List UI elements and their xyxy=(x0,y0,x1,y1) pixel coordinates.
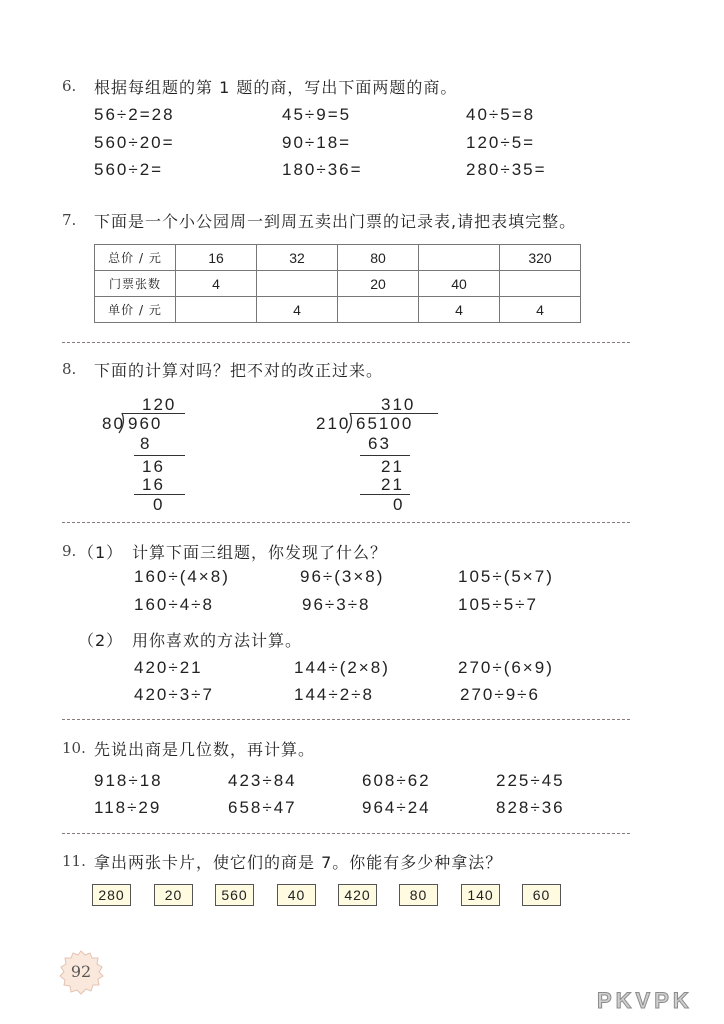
q6-expression: 560÷20= xyxy=(94,133,175,152)
division2-step: 63 xyxy=(368,434,391,453)
q10-expression: 658÷47 xyxy=(228,798,297,817)
table-cell-blank xyxy=(419,245,500,271)
division1-rule xyxy=(134,455,185,456)
division1-dividend: 960 xyxy=(128,414,163,433)
division1-step: 8 xyxy=(140,434,152,453)
table-cell: 320 xyxy=(500,245,581,271)
table-cell-blank xyxy=(500,271,581,297)
q9-expression: 160÷4÷8 xyxy=(134,595,214,614)
table-cell: 32 xyxy=(257,245,338,271)
number-card: 140 xyxy=(461,884,500,906)
table-cell: 16 xyxy=(176,245,257,271)
q11-number: 11. xyxy=(62,852,86,870)
number-card: 80 xyxy=(399,884,438,906)
q9-expression: 270÷(6×9) xyxy=(458,658,554,677)
q10-expression: 918÷18 xyxy=(94,771,163,790)
division2-dividend: 65100 xyxy=(356,414,414,433)
q9-part2-label: （2） xyxy=(78,631,124,650)
q11-instruction: 拿出两张卡片，使它们的商是 7。你能有多少种拿法？ xyxy=(94,853,503,872)
table-cell: 20 xyxy=(338,271,419,297)
q9-expression: 420÷3÷7 xyxy=(134,685,214,704)
q6-instruction: 根据每组题的第 1 题的商，写出下面两题的商。 xyxy=(94,78,458,97)
q9-expression: 144÷2÷8 xyxy=(294,685,374,704)
q10-expression: 608÷62 xyxy=(362,771,431,790)
division2-step: 21 xyxy=(381,457,404,476)
division1-divisor: 80 xyxy=(102,414,125,433)
table-cell-blank xyxy=(338,297,419,323)
q7-number: 7. xyxy=(62,211,77,229)
q9-part1-instruction: 计算下面三组题，你发现了什么？ xyxy=(132,543,388,562)
table-cell: 80 xyxy=(338,245,419,271)
q7-instruction: 下面是一个小公园周一到周五卖出门票的记录表,请把表填完整。 xyxy=(94,212,577,231)
table-cell: 4 xyxy=(257,297,338,323)
number-card: 20 xyxy=(154,884,193,906)
table-cell-blank xyxy=(176,297,257,323)
q9-expression: 105÷5÷7 xyxy=(458,595,538,614)
section-divider xyxy=(62,522,630,523)
division1-remainder: 0 xyxy=(153,495,165,514)
q6-expression: 120÷5= xyxy=(466,133,536,152)
q9-expression: 105÷(5×7) xyxy=(458,567,554,586)
section-divider xyxy=(62,833,630,834)
row-header-total-price: 总价 / 元 xyxy=(95,245,176,271)
page-number: 92 xyxy=(70,962,92,981)
q6-expression: 45÷9=5 xyxy=(282,105,352,124)
q9-expression: 270÷9÷6 xyxy=(460,685,540,704)
q6-expression: 90÷18= xyxy=(282,133,352,152)
number-card: 60 xyxy=(522,884,561,906)
table-cell: 40 xyxy=(419,271,500,297)
q9-expression: 96÷(3×8) xyxy=(300,567,385,586)
q10-expression: 225÷45 xyxy=(496,771,565,790)
division2-step: 21 xyxy=(381,475,404,494)
q6-number: 6. xyxy=(62,77,77,95)
q6-expression: 40÷5=8 xyxy=(466,105,536,124)
table-row xyxy=(95,245,581,271)
q10-expression: 828÷36 xyxy=(496,798,565,817)
row-header-unit-price: 单价 / 元 xyxy=(95,297,176,323)
q9-part1-label: （1） xyxy=(78,543,124,562)
q9-part2-instruction: 用你喜欢的方法计算。 xyxy=(132,631,303,650)
table-cell: 4 xyxy=(500,297,581,323)
q6-expression: 280÷35= xyxy=(466,160,547,179)
q8-instruction: 下面的计算对吗？把不对的改正过来。 xyxy=(94,361,384,380)
row-header-ticket-count: 门票张数 xyxy=(95,271,176,297)
q6-expression: 560÷2= xyxy=(94,160,164,179)
q9-expression: 420÷21 xyxy=(134,658,203,677)
division1-step: 16 xyxy=(142,475,165,494)
q9-expression: 144÷(2×8) xyxy=(294,658,390,677)
q6-expression: 56÷2=28 xyxy=(94,105,175,124)
division2-rule xyxy=(360,455,410,456)
number-card: 40 xyxy=(277,884,316,906)
section-divider xyxy=(62,342,630,343)
watermark: PKVPK xyxy=(597,988,693,1013)
table-cell: 4 xyxy=(419,297,500,323)
division2-remainder: 0 xyxy=(393,495,405,514)
q10-number: 10. xyxy=(62,739,86,757)
q9-expression: 160÷(4×8) xyxy=(134,567,230,586)
q9-expression: 96÷3÷8 xyxy=(302,595,371,614)
division2-quotient: 310 xyxy=(381,395,416,414)
division1-quotient: 120 xyxy=(142,395,177,414)
table-cell: 4 xyxy=(176,271,257,297)
number-card: 560 xyxy=(215,884,254,906)
q6-expression: 180÷36= xyxy=(282,160,363,179)
number-card: 420 xyxy=(338,884,377,906)
q10-instruction: 先说出商是几位数，再计算。 xyxy=(94,740,316,759)
division1-step: 16 xyxy=(142,457,165,476)
q10-expression: 423÷84 xyxy=(228,771,297,790)
ticket-record-table xyxy=(94,244,581,323)
table-row xyxy=(95,297,581,323)
number-card: 280 xyxy=(92,884,131,906)
table-cell-blank xyxy=(257,271,338,297)
q10-expression: 118÷29 xyxy=(94,798,162,817)
q8-number: 8. xyxy=(62,360,77,378)
q9-number: 9. xyxy=(62,542,77,560)
division2-divisor: 210 xyxy=(316,414,351,433)
q10-expression: 964÷24 xyxy=(362,798,431,817)
section-divider xyxy=(62,719,630,720)
table-row xyxy=(95,271,581,297)
